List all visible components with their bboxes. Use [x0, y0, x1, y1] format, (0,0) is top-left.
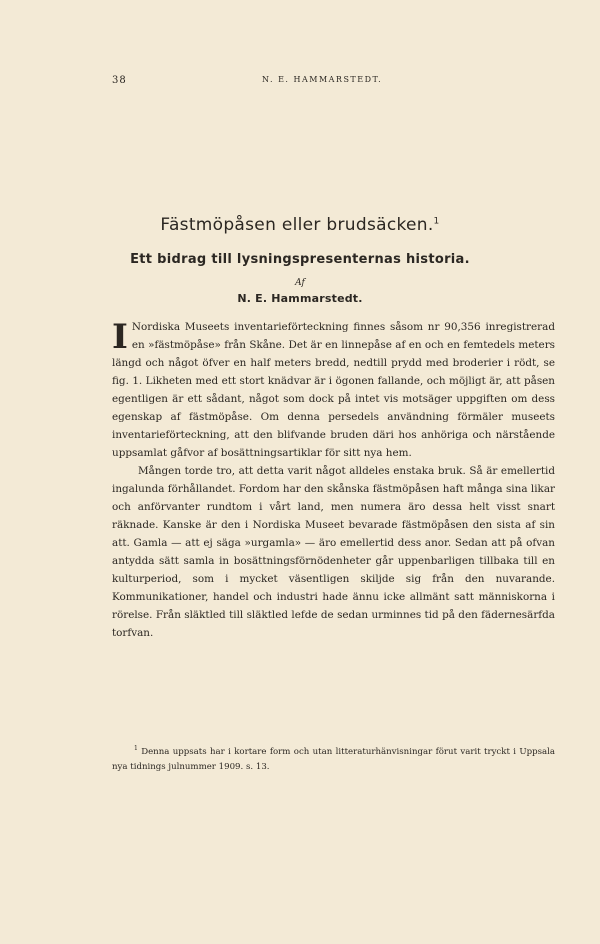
- article-title-text: Fästmöpåsen eller brudsäcken.: [160, 215, 434, 235]
- paragraph: [112, 318, 555, 462]
- header-author: N. E. HAMMARSTEDT.: [262, 75, 383, 84]
- paragraph-2-text: Mången torde tro, att detta varit något alldeles enstaka bruk. Så är emellertid ingalunda förhållandet. Fordom har den skånska fästmöpåsen haft många sina likar och anförvanter rundtom i vårt land, men numera äro dessa helt visst snart räknade. Kanske är den i Nordiska Museet bevarade fästmöpåsen den sista af sin att. Gamla — att ej säga »urgamla» — äro emellertid dess anor. Sedan att på ofvan antydda sätt samla in bosättningsförnödenheter går uppenbarligen tillbaka till en kulturperiod, som i mycket väsentligen skiljde sig från den nuvarande. Kommunikationer, handel och industri hade ännu icke allmänt satt människorna i rörelse. Från släktled till släktled lefde de sedan urminnes tid på den fädernesärfda torfvan.: [112, 465, 555, 639]
- byline: Af: [295, 278, 305, 288]
- footnote-mark: 1: [134, 745, 138, 752]
- footnote-text: Denna uppsats har i kortare form och utan litteraturhänvisningar förut varit tryckt i Uppsala nya tidnings julnummer 1909. s. 13.: [112, 746, 555, 772]
- footnote: [112, 741, 555, 775]
- paragraph-1-text: Nordiska Museets inventarieförteckning finnes såsom nr 90,356 inregistrerad en »fästmöpåse» från Skåne. Det är en linnepåse af en och en femtedels meters längd och något öfver en half meters bredd, nedtill prydd med broderier i rödt, se fig. 1. Likheten med ett stort knädvar är i ögonen fallande, och möjligt är, att påsen egentligen är ett sådant, något som dock på intet vis motsäger uppgiften om dess egenskap af fästmöpåse. Om denna persedels användning förmäler museets inventarieförteckning, att den blifvande bruden däri hos anhöriga och närstående uppsamlat gåfvor af bosättningsartiklar för sitt nya hem.: [112, 321, 555, 459]
- drop-cap: I: [112, 317, 128, 357]
- article-author: N. E. Hammarstedt.: [237, 292, 363, 305]
- article-title: [0, 215, 600, 235]
- article-subtitle: Ett bidrag till lysningspresenternas historia.: [130, 252, 470, 267]
- article-body: [112, 318, 555, 642]
- page-number: 38: [112, 75, 127, 86]
- title-footnote-mark: 1: [433, 216, 440, 227]
